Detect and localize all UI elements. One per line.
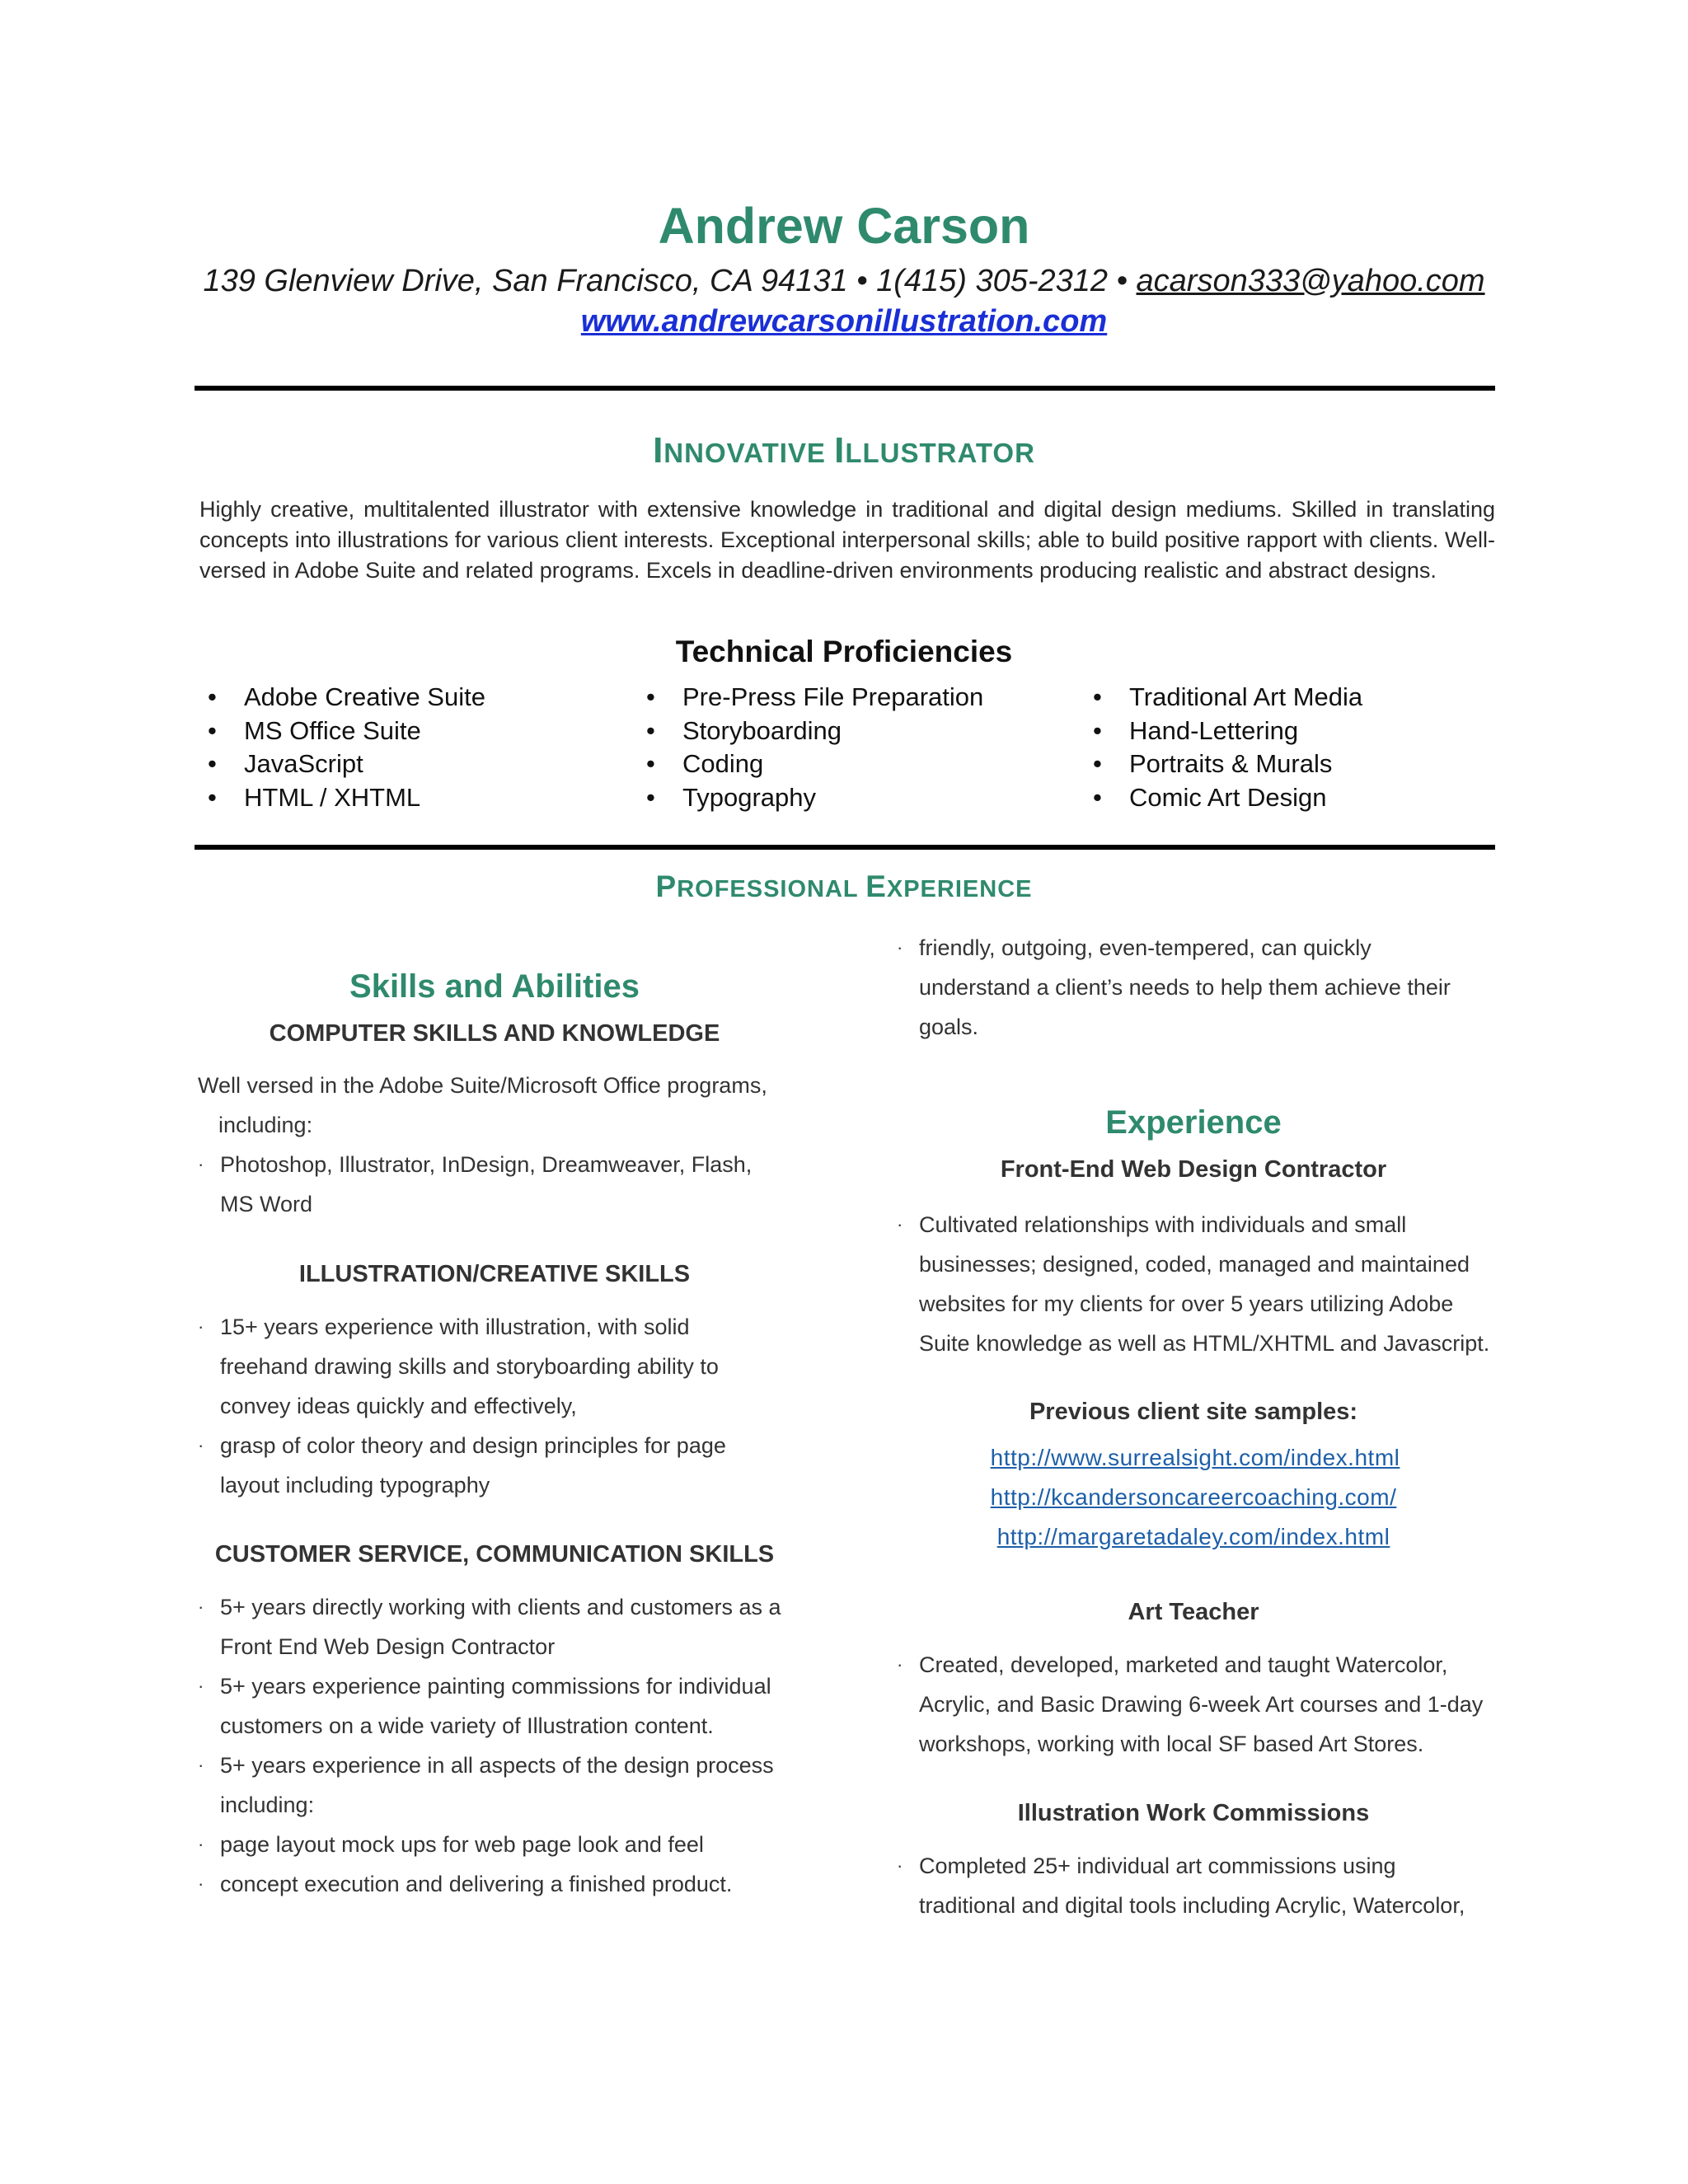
list-item: · friendly, outgoing, even-tempered, can quickly understand a client’s needs to help them achieve their goals. <box>897 935 1451 1039</box>
web-contractor-title: Front-End Web Design Contractor <box>1000 1156 1387 1183</box>
list-item: • Adobe Creative Suite <box>208 682 485 711</box>
list-item: · concept execution and delivering a finished product. <box>198 1872 733 1896</box>
list-item: • Comic Art Design <box>1093 782 1327 812</box>
list-item: • Pre-Press File Preparation <box>646 682 984 711</box>
proficiency-column-1 <box>196 681 485 814</box>
computer-intro-line: Well versed in the Adobe Suite/Microsoft Office programs, <box>198 1073 767 1098</box>
commissions-title: Illustration Work Commissions <box>1017 1800 1370 1826</box>
list-item: • MS Office Suite <box>208 715 421 745</box>
list-item: · 15+ years experience with illustration, with solid freehand drawing skills and storyboarding ability to convey ideas quickly and effectively, <box>198 1315 719 1418</box>
heading-cap: P <box>655 869 678 903</box>
list-item: • Hand-Lettering <box>1093 715 1299 745</box>
list-item: · 5+ years experience in all aspects of the design process including: <box>198 1753 774 1817</box>
headline-cap: I <box>834 430 846 471</box>
website-link[interactable]: www.andrewcarsonillustration.com <box>580 304 1108 339</box>
professional-experience-title <box>0 869 1688 904</box>
phone: 1(415) 305-2312 <box>876 264 1109 298</box>
computer-intro-line: including: <box>218 1113 313 1137</box>
sample-site-link[interactable]: http://www.surrealsight.com/index.html <box>990 1445 1400 1470</box>
list-item: • Typography <box>646 782 816 812</box>
technical-proficiencies-title: Technical Proficiencies <box>675 635 1013 668</box>
list-item: • JavaScript <box>208 749 363 778</box>
heading-text: XPERIENCE <box>886 876 1033 902</box>
proficiency-column-2 <box>635 681 983 814</box>
art-teacher-title: Art Teacher <box>1128 1599 1259 1625</box>
headline-cap: I <box>653 430 664 471</box>
list-item: • Storyboarding <box>646 715 842 745</box>
candidate-name: Andrew Carson <box>658 198 1030 254</box>
headline-text: NNOVATIVE <box>663 438 835 468</box>
heading-text: ROFESSIONAL <box>677 876 866 902</box>
list-item: · 5+ years directly working with clients and customers as a Front End Web Design Contractor <box>198 1595 781 1659</box>
separator-dot: • <box>1116 264 1128 298</box>
email-link[interactable]: acarson333@yahoo.com <box>1136 264 1485 298</box>
separator-dot: • <box>856 264 868 298</box>
computer-skills-title: COMPUTER SKILLS AND KNOWLEDGE <box>269 1020 720 1047</box>
list-item: • Coding <box>646 749 764 778</box>
address: 139 Glenview Drive, San Francisco, CA 94131 <box>203 264 848 298</box>
contact-line <box>0 262 1688 302</box>
experience-heading: Experience <box>1105 1104 1282 1141</box>
creative-skills-title: ILLUSTRATION/CREATIVE SKILLS <box>298 1261 691 1287</box>
list-item: · Cultivated relationships with individuals and small businesses; designed, coded, managed and maintained websites for my clients for over 5 years utilizing Adobe Suite knowledge as well as HTML/XHTML and Javascript. <box>897 1212 1490 1356</box>
list-item: · Photoshop, Illustrator, InDesign, Dreamweaver, Flash, MS Word <box>198 1152 753 1216</box>
skills-abilities-heading: Skills and Abilities <box>349 968 640 1005</box>
proficiency-column-3 <box>1081 681 1362 814</box>
sample-site-link[interactable]: http://kcandersoncareercoaching.com/ <box>990 1484 1397 1510</box>
list-item: • HTML / XHTML <box>208 782 421 812</box>
list-item: • Portraits & Murals <box>1093 749 1333 778</box>
list-item: · 5+ years experience painting commissions for individual customers on a wide variety of Illustration content. <box>198 1674 771 1738</box>
divider-rule <box>195 845 1495 850</box>
list-item: · Completed 25+ individual art commissions using traditional and digital tools including Acrylic, Watercolor, <box>897 1854 1465 1918</box>
list-item: · page layout mock ups for web page look and feel <box>198 1832 704 1857</box>
divider-rule <box>195 386 1495 391</box>
list-item: • Traditional Art Media <box>1093 682 1363 711</box>
headline-title <box>0 430 1688 471</box>
client-samples-title: Previous client site samples: <box>1029 1399 1358 1425</box>
customer-service-title: CUSTOMER SERVICE, COMMUNICATION SKILLS <box>214 1541 775 1568</box>
headline-text: LLUSTRATOR <box>845 438 1035 468</box>
heading-cap: E <box>865 869 887 903</box>
list-item: · Created, developed, marketed and taught Watercolor, Acrylic, and Basic Drawing 6-week Art courses and 1-day workshops, working with local SF based Art Stores. <box>897 1652 1484 1756</box>
summary-paragraph: Highly creative, multitalented illustrator with extensive knowledge in traditional and digital design mediums. Skilled in translating concepts into illustrations for various client interests. Exceptional interpersonal skills; able to build positive rapport with clients. Well-versed in Adobe Suite and related programs. Excels in deadline-driven environments producing realistic and abstract designs. <box>199 497 1495 583</box>
sample-site-link[interactable]: http://margaretadaley.com/index.html <box>996 1524 1390 1549</box>
list-item: · grasp of color theory and design principles for page layout including typography <box>198 1433 726 1497</box>
